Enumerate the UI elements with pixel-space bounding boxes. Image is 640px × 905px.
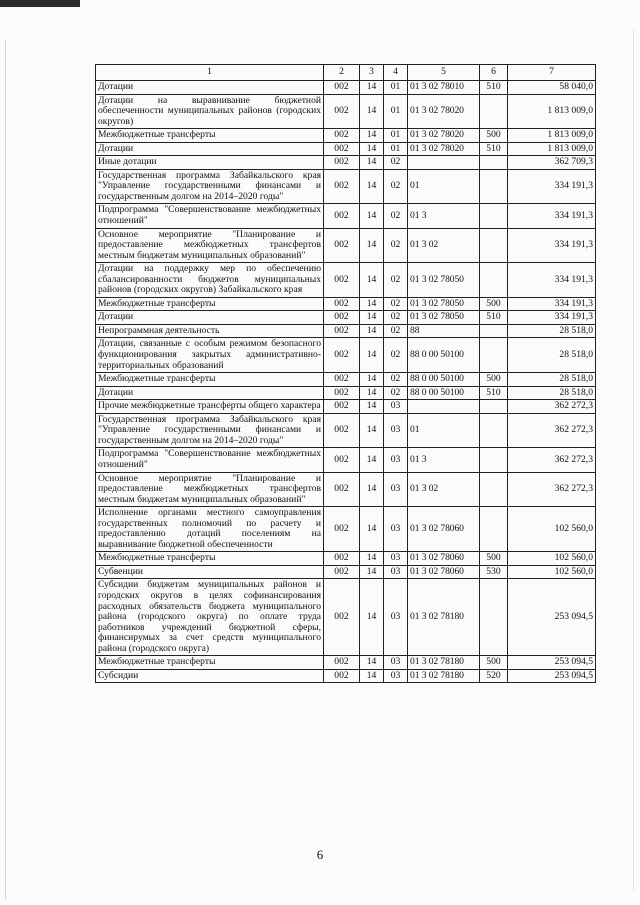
cell-type: 510 — [480, 386, 508, 400]
cell-target — [408, 156, 480, 170]
cell-section: 14 — [360, 129, 384, 143]
cell-sum: 334 191,3 — [508, 311, 596, 325]
table-row — [96, 507, 596, 552]
cell-sum: 58 040,0 — [508, 81, 596, 95]
cell-admin: 002 — [324, 472, 360, 507]
cell-subsection: 03 — [384, 448, 408, 472]
cell-name: Дотации на поддержку мер по обеспечению сбалансированности бюджетов муниципальных районов (городских округов) Забайкальского края — [96, 263, 324, 298]
cell-name: Прочие межбюджетные трансферты общего характера — [96, 400, 324, 414]
cell-target: 01 3 02 78050 — [408, 297, 480, 311]
cell-subsection: 02 — [384, 169, 408, 204]
cell-subsection: 02 — [384, 228, 408, 263]
table-row — [96, 94, 596, 129]
cell-name: Исполнение органами местного самоуправления государственных полномочий по расчету и предоставлению дотаций поселениям на выравнивание бюджетной обеспеченности — [96, 507, 324, 552]
cell-type — [480, 156, 508, 170]
cell-admin: 002 — [324, 400, 360, 414]
cell-section: 14 — [360, 94, 384, 129]
cell-subsection: 02 — [384, 324, 408, 338]
cell-section: 14 — [360, 386, 384, 400]
cell-type: 510 — [480, 311, 508, 325]
cell-name: Дотации — [96, 311, 324, 325]
table-row — [96, 669, 596, 683]
cell-sum: 1 813 009,0 — [508, 94, 596, 129]
cell-admin: 002 — [324, 228, 360, 263]
column-header-sum: 7 — [508, 65, 596, 81]
cell-section: 14 — [360, 311, 384, 325]
cell-section: 14 — [360, 81, 384, 95]
cell-name: Межбюджетные трансферты — [96, 297, 324, 311]
column-header-target: 5 — [408, 65, 480, 81]
cell-name: Дотации — [96, 81, 324, 95]
cell-target: 01 3 02 78060 — [408, 507, 480, 552]
table-row — [96, 448, 596, 472]
table-row — [96, 338, 596, 373]
cell-sum: 102 560,0 — [508, 552, 596, 566]
cell-target: 01 3 02 78020 — [408, 94, 480, 129]
cell-subsection: 03 — [384, 579, 408, 656]
scan-edge-left — [5, 40, 6, 900]
cell-section: 14 — [360, 324, 384, 338]
cell-target: 88 0 00 50100 — [408, 373, 480, 387]
cell-admin: 002 — [324, 129, 360, 143]
cell-section: 14 — [360, 507, 384, 552]
table-row — [96, 129, 596, 143]
cell-admin: 002 — [324, 81, 360, 95]
cell-sum: 28 518,0 — [508, 373, 596, 387]
cell-section: 14 — [360, 552, 384, 566]
cell-admin: 002 — [324, 311, 360, 325]
cell-target: 01 3 02 78180 — [408, 579, 480, 656]
cell-subsection: 02 — [384, 263, 408, 298]
table-header-row — [96, 65, 596, 81]
cell-admin: 002 — [324, 386, 360, 400]
cell-target: 01 — [408, 169, 480, 204]
cell-subsection: 02 — [384, 204, 408, 228]
table-row — [96, 169, 596, 204]
cell-sum: 1 813 009,0 — [508, 142, 596, 156]
cell-admin: 002 — [324, 373, 360, 387]
cell-subsection: 01 — [384, 129, 408, 143]
cell-subsection: 03 — [384, 552, 408, 566]
cell-type — [480, 338, 508, 373]
cell-admin: 002 — [324, 156, 360, 170]
table-row — [96, 204, 596, 228]
cell-type: 500 — [480, 129, 508, 143]
cell-subsection: 02 — [384, 373, 408, 387]
cell-name: Основное мероприятие "Планирование и предоставление межбюджетных трансфертов местным бюджетам муниципальных образований" — [96, 472, 324, 507]
cell-sum: 28 518,0 — [508, 324, 596, 338]
cell-admin: 002 — [324, 565, 360, 579]
cell-name: Субвенции — [96, 565, 324, 579]
cell-section: 14 — [360, 373, 384, 387]
cell-target — [408, 400, 480, 414]
cell-target: 01 3 02 — [408, 472, 480, 507]
cell-type — [480, 263, 508, 298]
cell-sum: 28 518,0 — [508, 386, 596, 400]
cell-admin: 002 — [324, 263, 360, 298]
table-row — [96, 142, 596, 156]
cell-type: 500 — [480, 656, 508, 670]
cell-sum: 362 272,3 — [508, 472, 596, 507]
cell-target: 01 3 02 78010 — [408, 81, 480, 95]
cell-section: 14 — [360, 669, 384, 683]
cell-section: 14 — [360, 656, 384, 670]
column-header-admin: 2 — [324, 65, 360, 81]
cell-name: Государственная программа Забайкальского края "Управление государственными финансами и государственным долгом на 2014–2020 годы" — [96, 169, 324, 204]
cell-admin: 002 — [324, 169, 360, 204]
cell-name: Субсидии — [96, 669, 324, 683]
table-row — [96, 263, 596, 298]
cell-sum: 102 560,0 — [508, 507, 596, 552]
table-body — [96, 81, 596, 683]
cell-target: 01 3 02 78060 — [408, 565, 480, 579]
cell-name: Подпрограмма "Совершенствование межбюджетных отношений" — [96, 204, 324, 228]
cell-sum: 334 191,3 — [508, 169, 596, 204]
cell-type: 500 — [480, 373, 508, 387]
cell-admin: 002 — [324, 579, 360, 656]
cell-type — [480, 400, 508, 414]
cell-subsection: 01 — [384, 142, 408, 156]
cell-section: 14 — [360, 413, 384, 448]
cell-section: 14 — [360, 142, 384, 156]
cell-subsection: 03 — [384, 413, 408, 448]
cell-type: 530 — [480, 565, 508, 579]
cell-admin: 002 — [324, 507, 360, 552]
table-row — [96, 565, 596, 579]
cell-target: 01 — [408, 413, 480, 448]
cell-target: 01 3 02 78180 — [408, 656, 480, 670]
cell-target: 01 3 02 78020 — [408, 129, 480, 143]
table-row — [96, 472, 596, 507]
cell-type — [480, 204, 508, 228]
table-row — [96, 228, 596, 263]
table-row — [96, 656, 596, 670]
budget-table — [95, 64, 596, 683]
cell-name: Государственная программа Забайкальского края "Управление государственными финансами и государственным долгом на 2014–2020 годы" — [96, 413, 324, 448]
table-row — [96, 311, 596, 325]
table-row — [96, 373, 596, 387]
scan-edge-mark — [0, 0, 80, 7]
cell-subsection: 03 — [384, 400, 408, 414]
cell-target: 01 3 02 78050 — [408, 311, 480, 325]
cell-target: 01 3 02 — [408, 228, 480, 263]
cell-target: 88 0 00 50100 — [408, 386, 480, 400]
cell-admin: 002 — [324, 656, 360, 670]
cell-sum: 334 191,3 — [508, 204, 596, 228]
page-number: 6 — [316, 847, 324, 862]
table-row — [96, 156, 596, 170]
cell-type — [480, 324, 508, 338]
cell-target: 01 3 02 78050 — [408, 263, 480, 298]
cell-sum: 334 191,3 — [508, 263, 596, 298]
cell-target: 01 3 — [408, 448, 480, 472]
cell-name: Дотации, связанные с особым режимом безопасного функционирования закрытых административно-территориальных образований — [96, 338, 324, 373]
cell-section: 14 — [360, 565, 384, 579]
cell-name: Непрограммная деятельность — [96, 324, 324, 338]
cell-target: 88 0 00 50100 — [408, 338, 480, 373]
cell-name: Дотации на выравнивание бюджетной обеспеченности муниципальных районов (городских округов) — [96, 94, 324, 129]
cell-admin: 002 — [324, 413, 360, 448]
column-header-type: 6 — [480, 65, 508, 81]
cell-subsection: 03 — [384, 507, 408, 552]
column-header-name: 1 — [96, 65, 324, 81]
cell-name: Межбюджетные трансферты — [96, 373, 324, 387]
table-row — [96, 579, 596, 656]
cell-subsection: 02 — [384, 297, 408, 311]
column-header-subsection: 4 — [384, 65, 408, 81]
cell-admin: 002 — [324, 324, 360, 338]
cell-section: 14 — [360, 400, 384, 414]
cell-admin: 002 — [324, 297, 360, 311]
cell-name: Основное мероприятие "Планирование и предоставление межбюджетных трансфертов местным бюджетам муниципальных образований" — [96, 228, 324, 263]
cell-name: Иные дотации — [96, 156, 324, 170]
cell-section: 14 — [360, 579, 384, 656]
cell-section: 14 — [360, 204, 384, 228]
cell-admin: 002 — [324, 94, 360, 129]
cell-type: 500 — [480, 297, 508, 311]
table-row — [96, 386, 596, 400]
cell-type — [480, 579, 508, 656]
cell-sum: 334 191,3 — [508, 228, 596, 263]
table-row — [96, 324, 596, 338]
cell-section: 14 — [360, 228, 384, 263]
cell-sum: 253 094,5 — [508, 579, 596, 656]
cell-section: 14 — [360, 472, 384, 507]
cell-type — [480, 507, 508, 552]
cell-admin: 002 — [324, 448, 360, 472]
cell-type: 510 — [480, 81, 508, 95]
cell-name: Межбюджетные трансферты — [96, 656, 324, 670]
cell-sum: 362 709,3 — [508, 156, 596, 170]
cell-type — [480, 448, 508, 472]
cell-name: Субсидии бюджетам муниципальных районов и городских округов в целях софинансирования расходных обязательств бюджета муниципального района (городского округа) по оплате труда работников учреждений бюджетной сферы, финансирумых за счет средств муниципального района (городского округа) — [96, 579, 324, 656]
cell-subsection: 02 — [384, 386, 408, 400]
cell-type: 520 — [480, 669, 508, 683]
cell-section: 14 — [360, 263, 384, 298]
cell-section: 14 — [360, 297, 384, 311]
scan-edge-right — [633, 30, 634, 890]
cell-section: 14 — [360, 156, 384, 170]
cell-section: 14 — [360, 448, 384, 472]
cell-type — [480, 94, 508, 129]
table-row — [96, 81, 596, 95]
cell-subsection: 01 — [384, 94, 408, 129]
cell-sum: 362 272,3 — [508, 413, 596, 448]
cell-type — [480, 169, 508, 204]
cell-subsection: 02 — [384, 156, 408, 170]
table-row — [96, 552, 596, 566]
cell-target: 88 — [408, 324, 480, 338]
cell-admin: 002 — [324, 552, 360, 566]
cell-sum: 362 272,3 — [508, 400, 596, 414]
cell-target: 01 3 02 78180 — [408, 669, 480, 683]
cell-type — [480, 228, 508, 263]
table-row — [96, 400, 596, 414]
cell-sum: 253 094,5 — [508, 656, 596, 670]
cell-admin: 002 — [324, 669, 360, 683]
cell-name: Дотации — [96, 142, 324, 156]
cell-sum: 102 560,0 — [508, 565, 596, 579]
cell-subsection: 02 — [384, 311, 408, 325]
column-header-section: 3 — [360, 65, 384, 81]
cell-subsection: 03 — [384, 472, 408, 507]
cell-subsection: 03 — [384, 669, 408, 683]
cell-sum: 1 813 009,0 — [508, 129, 596, 143]
cell-target: 01 3 02 78060 — [408, 552, 480, 566]
cell-target: 01 3 02 78020 — [408, 142, 480, 156]
cell-admin: 002 — [324, 338, 360, 373]
table-row — [96, 297, 596, 311]
cell-type: 500 — [480, 552, 508, 566]
cell-admin: 002 — [324, 204, 360, 228]
cell-type: 510 — [480, 142, 508, 156]
cell-subsection: 02 — [384, 338, 408, 373]
cell-sum: 253 094,5 — [508, 669, 596, 683]
cell-sum: 28 518,0 — [508, 338, 596, 373]
cell-admin: 002 — [324, 142, 360, 156]
cell-name: Подпрограмма "Совершенствование межбюджетных отношений" — [96, 448, 324, 472]
cell-name: Дотации — [96, 386, 324, 400]
cell-name: Межбюджетные трансферты — [96, 129, 324, 143]
cell-sum: 362 272,3 — [508, 448, 596, 472]
cell-name: Межбюджетные трансферты — [96, 552, 324, 566]
cell-section: 14 — [360, 338, 384, 373]
cell-type — [480, 413, 508, 448]
cell-sum: 334 191,3 — [508, 297, 596, 311]
cell-target: 01 3 — [408, 204, 480, 228]
table-row — [96, 413, 596, 448]
cell-subsection: 03 — [384, 565, 408, 579]
cell-subsection: 03 — [384, 656, 408, 670]
cell-section: 14 — [360, 169, 384, 204]
cell-type — [480, 472, 508, 507]
cell-subsection: 01 — [384, 81, 408, 95]
